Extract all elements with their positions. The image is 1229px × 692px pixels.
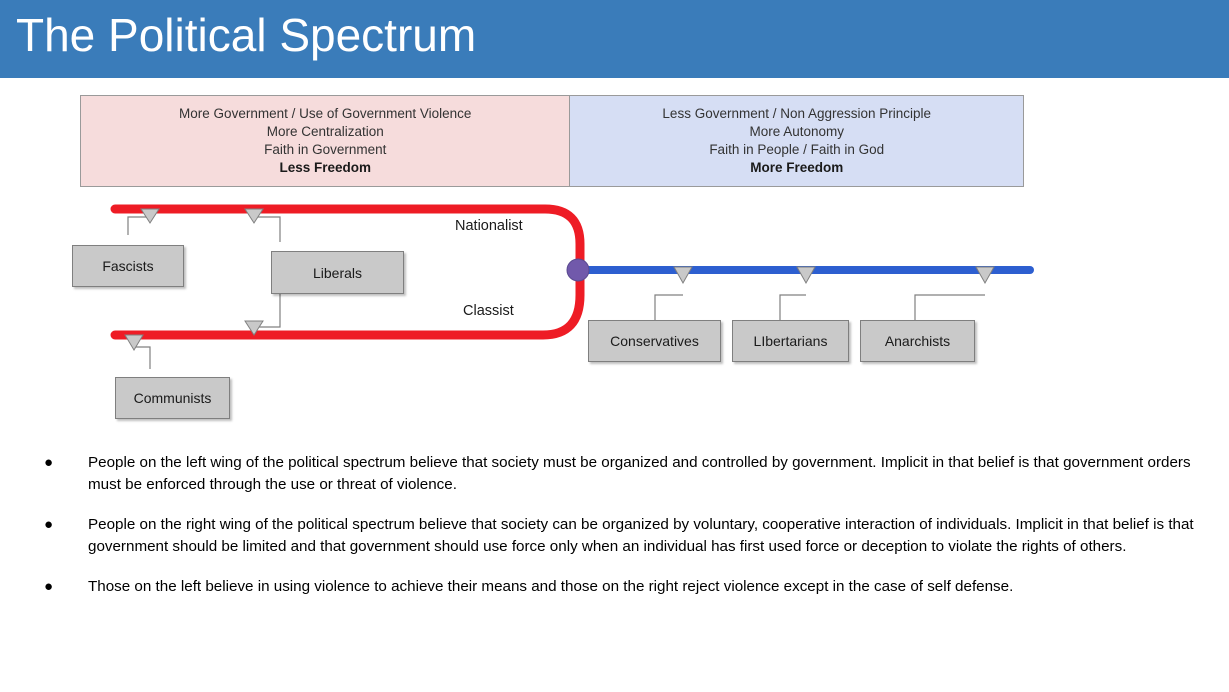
bullet-marker-icon: ●	[44, 516, 54, 533]
arrow-marker-libertarians	[797, 267, 815, 283]
slide-title-bar	[0, 0, 1229, 78]
arrow-marker-fascists	[141, 209, 159, 223]
node-liberals[interactable]	[271, 251, 404, 294]
node-conservatives[interactable]	[588, 320, 721, 362]
legend-left-line-3: Faith in Government	[264, 142, 387, 157]
legend-right-freedom	[570, 96, 1023, 186]
bullet-text: People on the right wing of the political spectrum believe that society can be organized by voluntary, cooperative interaction of individuals. Implicit in that belief is that government should be limited and that government should use force only when an individual has first used force or deception to violate the rights of others.	[88, 516, 1194, 555]
legend-left-line-1: More Government / Use of Government Violence	[179, 106, 472, 121]
connector-communists	[134, 347, 150, 369]
connector-liberals-top	[254, 217, 280, 242]
node-communists[interactable]	[115, 377, 230, 419]
bullet-marker-icon: ●	[44, 578, 54, 595]
legend-right-line-2: More Autonomy	[749, 124, 845, 139]
connector-libertarians	[780, 295, 806, 322]
node-label: LIbertarians	[753, 333, 828, 349]
axis-label-nationalist: Nationalist	[455, 218, 523, 234]
legend-right-line-1: Less Government / Non Aggression Principle	[662, 106, 932, 121]
node-label: Conservatives	[610, 333, 699, 349]
bullet-marker-icon: ●	[44, 454, 54, 471]
arrow-marker-liberals-top	[245, 209, 263, 223]
node-fascists[interactable]	[72, 245, 184, 287]
spectrum-diagram	[0, 187, 1229, 437]
node-label: Liberals	[312, 264, 363, 281]
bullet-text: People on the left wing of the political spectrum believe that society must be organized and controlled by government. Implicit in that belief is that government orders must be enforced through the use or threat of violence.	[88, 454, 1191, 493]
spectrum-legend	[80, 95, 1024, 187]
connector-fascists	[128, 217, 150, 235]
node-label: Fascists	[102, 258, 154, 274]
arrow-marker-conservatives	[674, 267, 692, 283]
list-item	[36, 576, 1206, 598]
legend-left-emphasis: Less Freedom	[279, 160, 372, 175]
node-libertarians[interactable]	[732, 320, 849, 362]
legend-right-line-3: Faith in People / Faith in God	[709, 142, 885, 157]
legend-left-government	[81, 96, 570, 186]
page-title: The Political Spectrum	[16, 9, 477, 61]
bullet-text: Those on the left believe in using violence to achieve their means and those on the right reject violence except in the case of self defense.	[88, 578, 1014, 595]
node-label: Anarchists	[884, 333, 951, 349]
connector-anarchists	[915, 295, 985, 322]
list-item	[36, 452, 1206, 496]
legend-left-line-2: More Centralization	[266, 124, 384, 139]
center-pivot-icon	[567, 259, 589, 281]
bullet-list	[36, 452, 1206, 616]
axis-label-classist: Classist	[463, 303, 514, 319]
connector-conservatives	[655, 295, 683, 322]
legend-right-emphasis: More Freedom	[750, 160, 844, 175]
arrow-marker-anarchists	[976, 267, 994, 283]
list-item	[36, 514, 1206, 558]
node-anarchists[interactable]	[860, 320, 975, 362]
arrow-marker-communists	[125, 335, 143, 350]
node-label: Communists	[133, 390, 212, 406]
